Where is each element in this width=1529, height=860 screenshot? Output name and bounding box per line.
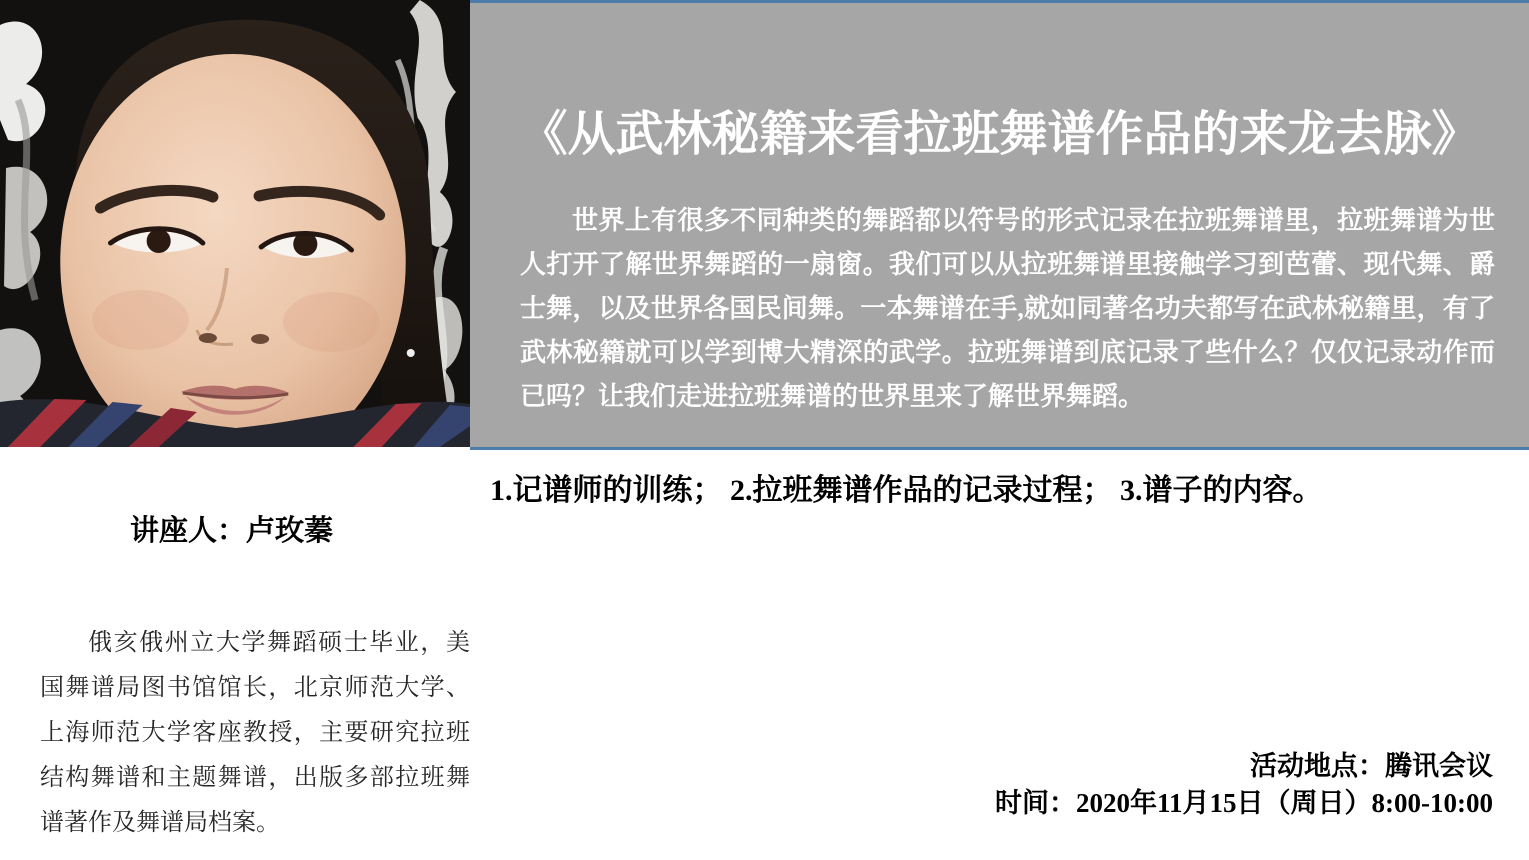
speaker-photo — [0, 0, 470, 447]
event-venue: 活动地点：腾讯会议 — [1250, 751, 1493, 781]
event-info — [995, 748, 1493, 822]
poster-title: 《从武林秘籍来看拉班舞谱作品的来龙去脉》 — [519, 108, 1480, 161]
speaker-portrait-illustration — [0, 0, 470, 447]
speaker-bio: 俄亥俄州立大学舞蹈硕士毕业，美国舞谱局图书馆馆长，北京师范大学、上海师范大学客座教授，主要研究拉班结构舞谱和主题舞谱，出版多部拉班舞谱著作及舞谱局档案。 — [40, 629, 470, 836]
event-time: 时间：2020年11月15日（周日）8:00-10:00 — [995, 788, 1493, 818]
intro-panel — [470, 0, 1529, 450]
intro-paragraph: 世界上有很多不同种类的舞蹈都以符号的形式记录在拉班舞谱里，拉班舞谱为世人打开了解世界舞蹈的一扇窗。我们可以从拉班舞谱里接触学习到芭蕾、现代舞、爵士舞，以及世界各国民间舞。一本舞谱在手,就如同著名功夫都写在武林秘籍里，有了武林秘籍就可以学到博大精深的武学。拉班舞谱到底记录了些什么？仅仅记录动作而已吗？让我们走进拉班舞谱的世界里来了解世界舞蹈。 — [520, 206, 1495, 411]
speaker-name-label: 讲座人：卢玫蓁 — [130, 515, 334, 547]
agenda-line: 1.记谱师的训练； 2.拉班舞谱作品的记录过程； 3.谱子的内容。 — [490, 474, 1323, 507]
